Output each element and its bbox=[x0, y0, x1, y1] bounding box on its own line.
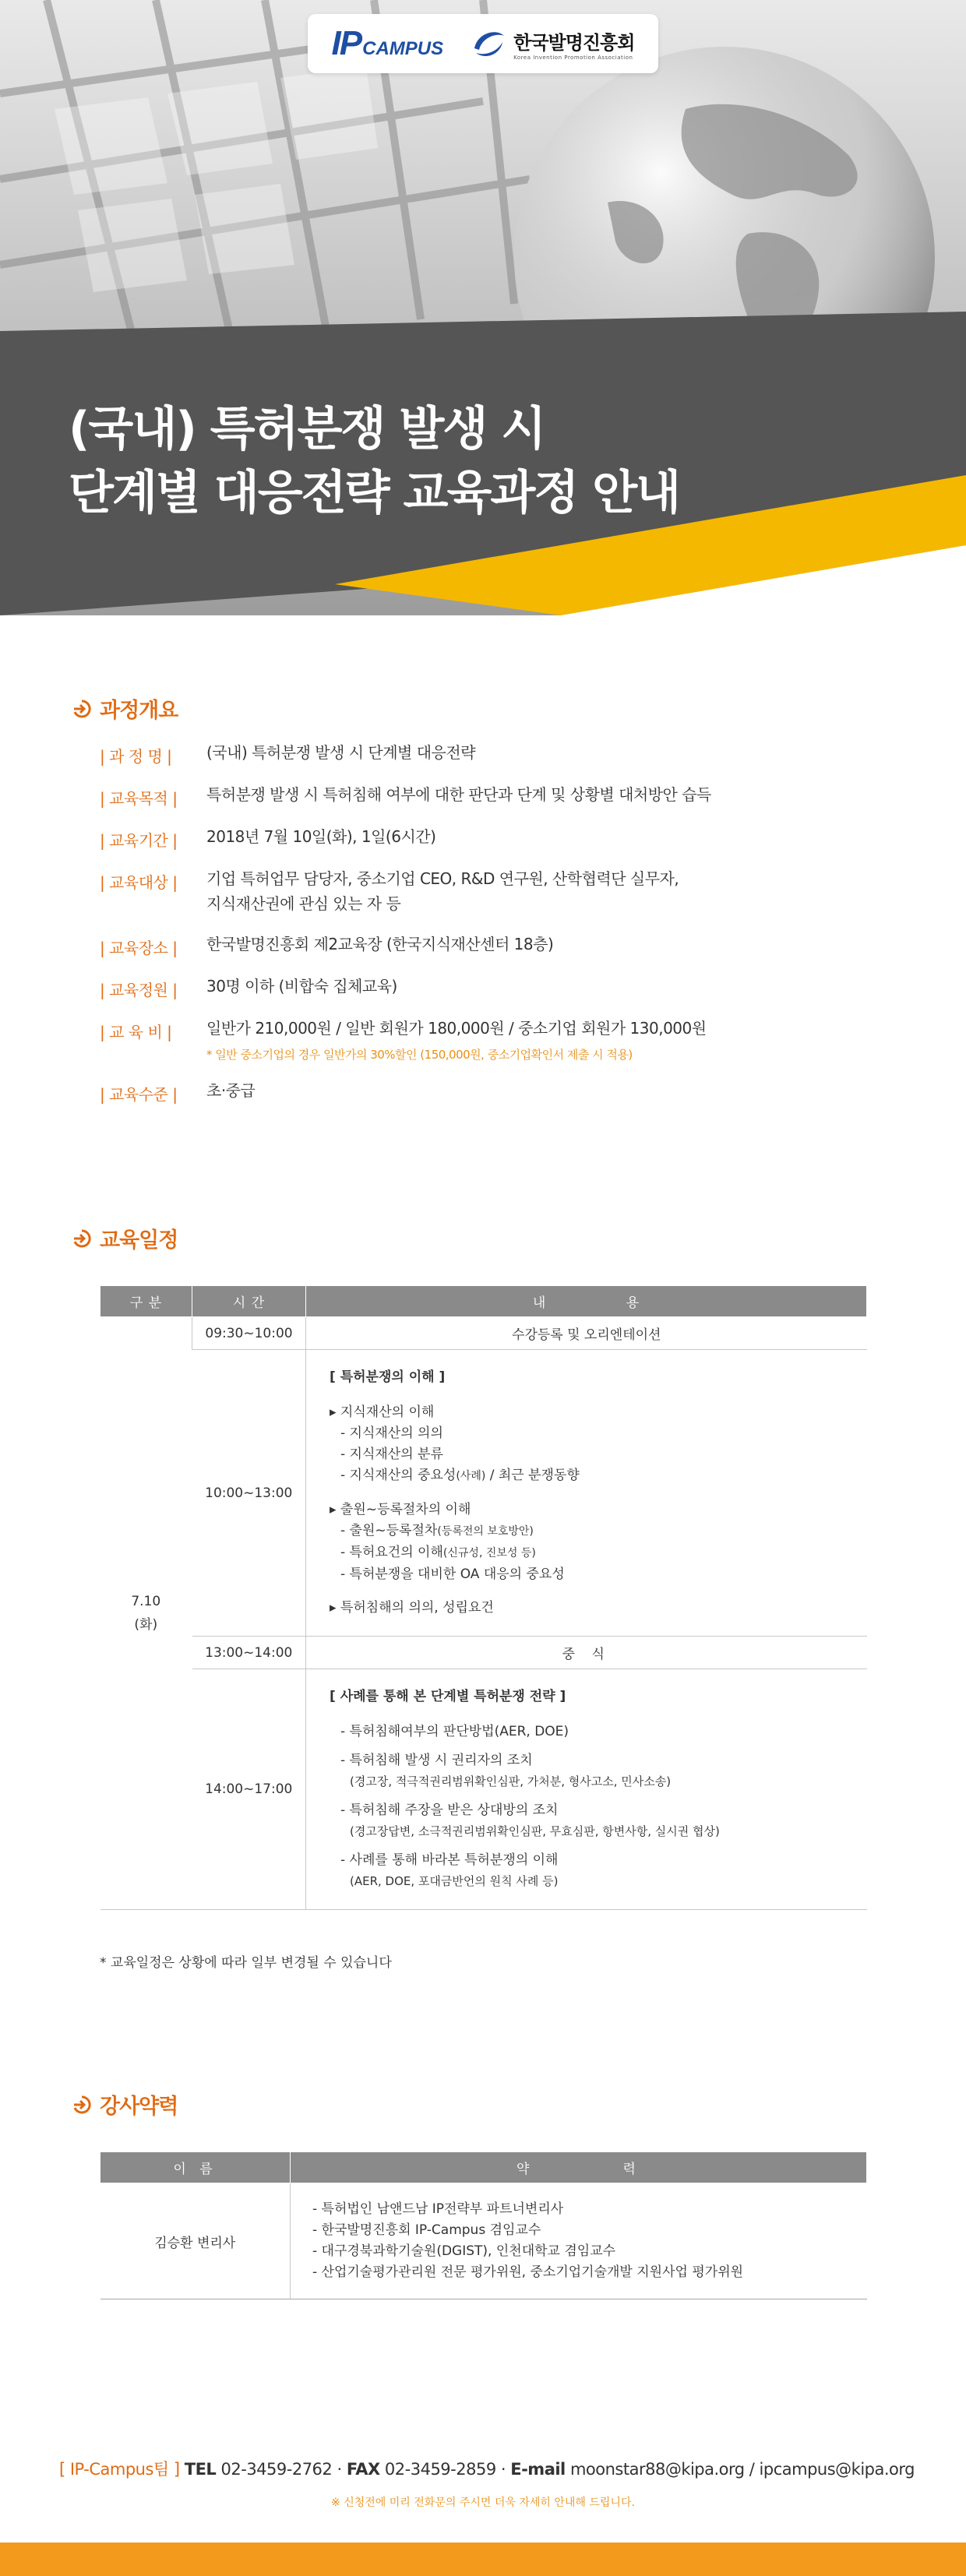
sub-item: - 특허분쟁을 대비한 OA 대응의 중요성 bbox=[340, 1566, 565, 1582]
footer-bar bbox=[0, 2543, 966, 2576]
overview-value: 특허분쟁 발생 시 특허침해 여부에 대한 판단과 단계 및 상황별 대처방안 습득 bbox=[206, 785, 711, 804]
arrow-circle-icon bbox=[72, 699, 92, 719]
overview-row bbox=[100, 828, 925, 851]
sub-item: - 지식재산의 의의 bbox=[340, 1425, 443, 1441]
instructor-heading-text: 강사약력 bbox=[100, 2095, 178, 2119]
sub-item-text: - 지식재산의 중요성 bbox=[340, 1468, 457, 1483]
arrow-circle-icon bbox=[72, 1228, 92, 1249]
instructor-table bbox=[100, 2151, 867, 2299]
column-header: 구 분 bbox=[100, 1286, 192, 1317]
table-row bbox=[100, 1350, 867, 1637]
contact-note: ※ 신청전에 미리 전화문의 주시면 더욱 자세히 안내해 드립니다. bbox=[331, 2497, 635, 2509]
sub-item-text: - 특허요건의 이해 bbox=[340, 1545, 443, 1560]
table-header-row bbox=[100, 1286, 867, 1317]
sub-item: - 지식재산의 분류 bbox=[340, 1447, 443, 1462]
schedule-table bbox=[100, 1285, 867, 1910]
column-header: 내 용 bbox=[306, 1286, 867, 1317]
sub-item: - 특허침해 주장을 받은 상대방의 조치 bbox=[340, 1802, 559, 1818]
overview-heading bbox=[72, 693, 178, 724]
overview-label: | 교육대상 | bbox=[100, 873, 178, 892]
overview-value-line2: 지식재산권에 관심 있는 자 등 bbox=[206, 894, 401, 913]
overview-row bbox=[100, 936, 925, 958]
career-item: - 대구경북과학기술원(DGIST), 인천대학교 겸임교수 bbox=[312, 2243, 616, 2259]
page-title-line1: (국내) 특허분쟁 발생 시 bbox=[69, 402, 545, 456]
separator: · bbox=[337, 2460, 342, 2479]
day-text: (화) bbox=[134, 1617, 158, 1633]
overview-label: | 교육수준 | bbox=[100, 1085, 178, 1104]
career-item: - 특허법인 남앤드남 IP전략부 파트너변리사 bbox=[312, 2201, 564, 2217]
schedule-note: * 교육일정은 상황에 따라 일부 변경될 수 있습니다 bbox=[100, 1955, 392, 1971]
block-title: [ 사례를 통해 본 단계별 특허분쟁 전략 ] bbox=[330, 1689, 566, 1704]
kipa-logo bbox=[470, 25, 634, 62]
fee-discount-note: * 일반 중소기업의 경우 일반가의 30%할인 (150,000원, 중소기업확인서 제출 시 적용) bbox=[206, 1048, 633, 1062]
overview-label: | 교 육 비 | bbox=[100, 1023, 172, 1041]
time-cell: 13:00~14:00 bbox=[192, 1637, 306, 1669]
email-label: E-mail bbox=[510, 2460, 566, 2479]
overview-row bbox=[100, 1082, 925, 1105]
column-header: 약 력 bbox=[291, 2152, 867, 2183]
tel-label: TEL bbox=[184, 2460, 217, 2479]
overview-label: | 교육장소 | bbox=[100, 939, 178, 957]
logo-ip-text: IP bbox=[331, 24, 361, 62]
email-address[interactable]: moonstar88@kipa.org / ipcampus@kipa.org bbox=[569, 2460, 915, 2479]
table-row bbox=[100, 1669, 867, 1910]
bullet-item: ▸ 특허침해의 의의, 성립요건 bbox=[330, 1600, 494, 1616]
overview-value: 초·중급 bbox=[206, 1081, 256, 1100]
overview-heading-text: 과정개요 bbox=[100, 699, 178, 723]
instructor-career bbox=[291, 2183, 867, 2299]
table-header-row bbox=[100, 2152, 867, 2183]
overview-value: (국내) 특허분쟁 발생 시 단계별 대응전략 bbox=[206, 743, 476, 762]
overview-row bbox=[100, 1020, 925, 1062]
logo-bar bbox=[308, 14, 658, 73]
time-cell: 09:30~10:00 bbox=[192, 1317, 306, 1350]
career-item: - 한국발명진흥회 IP-Campus 겸임교수 bbox=[312, 2222, 541, 2238]
content-cell bbox=[306, 1350, 867, 1637]
page-title-line2: 단계별 대응전략 교육과정 안내 bbox=[69, 466, 680, 520]
team-label: [ IP-Campus팀 ] bbox=[59, 2460, 180, 2479]
content-cell: 수강등록 및 오리엔테이션 bbox=[306, 1317, 867, 1350]
overview-label: | 과 정 명 | bbox=[100, 747, 172, 766]
sub-item-text: / 최근 분쟁동향 bbox=[485, 1468, 580, 1483]
overview-row bbox=[100, 978, 925, 1000]
overview-row bbox=[100, 870, 925, 916]
kipa-name-en: Korea Invention Promotion Association bbox=[513, 54, 633, 61]
table-row bbox=[100, 1317, 867, 1350]
overview-list bbox=[100, 744, 925, 1124]
arrow-circle-icon bbox=[72, 2095, 92, 2115]
sub-item-note: (등록전의 보호방안) bbox=[437, 1525, 534, 1538]
overview-value: 30명 이하 (비합숙 집체교육) bbox=[206, 977, 397, 996]
date-cell bbox=[100, 1317, 192, 1910]
time-cell: 14:00~17:00 bbox=[192, 1669, 306, 1910]
career-item: - 산업기술평가관리원 전문 평가위원, 중소기업기술개발 지원사업 평가위원 bbox=[312, 2264, 744, 2280]
sub-item-note: (사례) bbox=[456, 1470, 486, 1482]
sub-item-note: (AER, DOE, 포대금반언의 원칙 사례 등) bbox=[350, 1874, 559, 1888]
sub-item: - 특허침해 발생 시 권리자의 조치 bbox=[340, 1753, 533, 1768]
time-cell: 10:00~13:00 bbox=[192, 1350, 306, 1637]
date-text: 7.10 bbox=[131, 1594, 161, 1609]
overview-value: 2018년 7월 10일(화), 1일(6시간) bbox=[206, 827, 436, 846]
column-header: 이 름 bbox=[100, 2152, 291, 2183]
tel-number[interactable]: 02-3459-2762 bbox=[220, 2460, 333, 2479]
sub-item bbox=[330, 1521, 844, 1542]
sub-item: - 특허침해여부의 판단방법(AER, DOE) bbox=[340, 1724, 569, 1739]
overview-value-line1: 기업 특허업무 담당자, 중소기업 CEO, R&D 연구원, 산학협력단 실무자, bbox=[206, 869, 679, 888]
hero-banner bbox=[0, 0, 966, 615]
overview-label: | 교육목적 | bbox=[100, 789, 178, 808]
fax-number: 02-3459-2859 bbox=[384, 2460, 496, 2479]
fee-value: 일반가 210,000원 / 일반 회원가 180,000원 / 중소기업 회원가 130,000원 bbox=[206, 1019, 707, 1038]
table-row bbox=[100, 2183, 867, 2299]
overview-value: 한국발명진흥회 제2교육장 (한국지식재산센터 18층) bbox=[206, 935, 554, 953]
overview-value bbox=[206, 1016, 925, 1062]
table-row bbox=[100, 1637, 867, 1669]
ip-campus-logo bbox=[332, 24, 444, 63]
schedule-heading bbox=[72, 1223, 178, 1253]
sub-item bbox=[330, 1465, 844, 1487]
overview-value bbox=[206, 866, 925, 916]
sub-item: - 사례를 통해 바라본 특허분쟁의 이해 bbox=[340, 1852, 559, 1868]
sub-item-note: (경고장답변, 소극적권리범위확인심판, 무효심판, 항변사항, 실시권 협상) bbox=[350, 1824, 720, 1838]
block-title: [ 특허분쟁의 이해 ] bbox=[330, 1369, 446, 1385]
sub-item-text: - 출원~등록절차 bbox=[340, 1523, 438, 1538]
overview-label: | 교육정원 | bbox=[100, 981, 178, 999]
sub-item bbox=[330, 1542, 844, 1564]
overview-label: | 교육기간 | bbox=[100, 831, 178, 850]
bullet-item: ▸ 출원~등록절차의 이해 bbox=[330, 1502, 471, 1517]
page-title bbox=[69, 397, 679, 525]
kipa-emblem-icon bbox=[470, 25, 507, 62]
content-cell bbox=[306, 1669, 867, 1910]
instructor-heading bbox=[72, 2089, 178, 2120]
lunch-cell: 중 식 bbox=[306, 1637, 867, 1669]
kipa-name-ko: 한국발명진흥회 bbox=[513, 31, 635, 54]
sub-item-note: (경고장, 적극적권리범위확인심판, 가처분, 형사고소, 민사소송) bbox=[350, 1774, 672, 1788]
separator: · bbox=[500, 2460, 506, 2479]
fax-label: FAX bbox=[346, 2460, 380, 2479]
instructor-name: 김승환 변리사 bbox=[100, 2183, 291, 2299]
column-header: 시 간 bbox=[192, 1286, 306, 1317]
contact-info bbox=[43, 2457, 931, 2480]
overview-row bbox=[100, 786, 925, 809]
bullet-item: ▸ 지식재산의 이해 bbox=[330, 1404, 435, 1420]
sub-item-note: (신규성, 진보성 등) bbox=[442, 1547, 536, 1559]
schedule-heading-text: 교육일정 bbox=[100, 1228, 178, 1253]
overview-row bbox=[100, 744, 925, 766]
logo-campus-text: CAMPUS bbox=[362, 38, 444, 59]
